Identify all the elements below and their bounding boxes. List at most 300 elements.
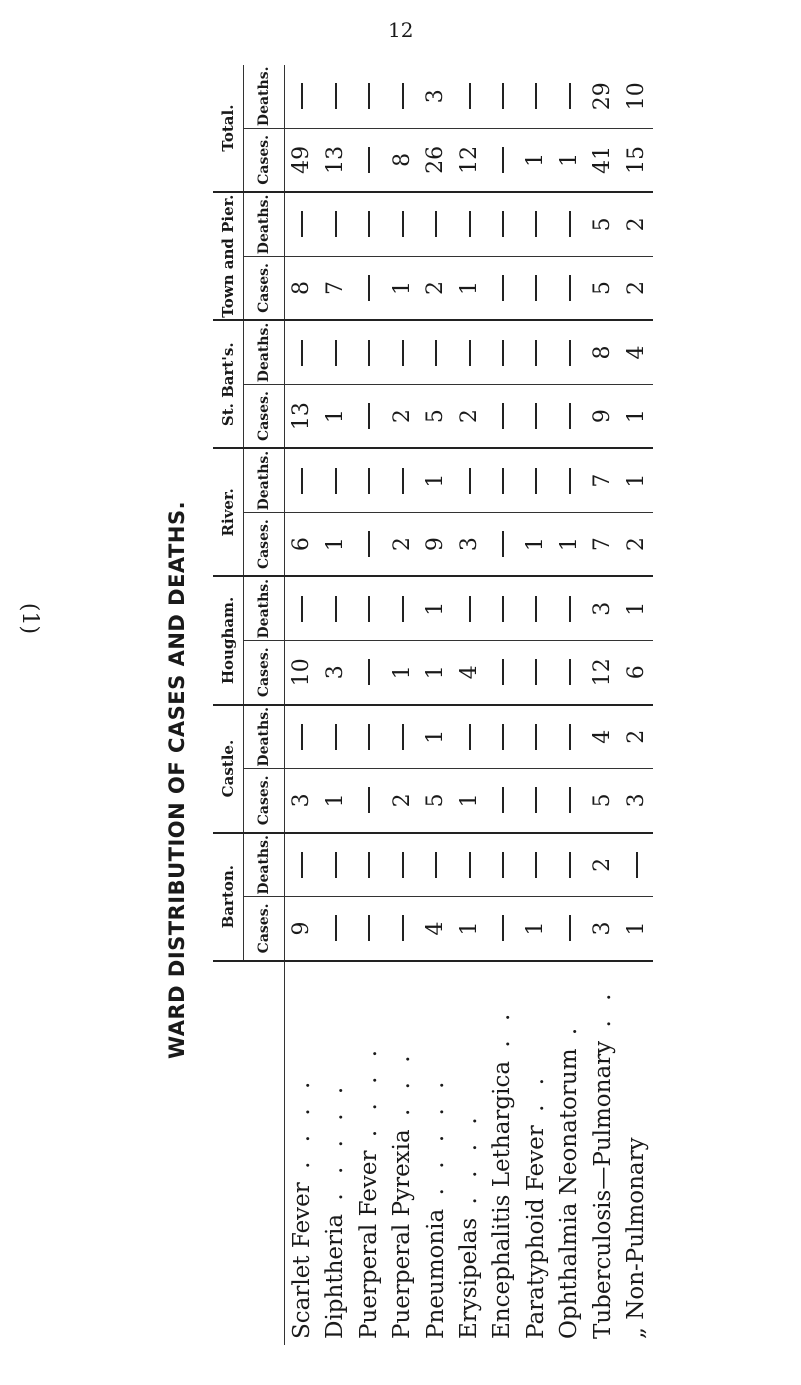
table-row xyxy=(486,65,519,1345)
ward-header: Castle. xyxy=(213,705,244,833)
leader-dots: . . . . xyxy=(288,1075,315,1183)
cases-value: 1 xyxy=(452,897,485,961)
ward-header: Barton. xyxy=(213,833,244,961)
empty-dash-cell xyxy=(352,576,385,640)
table-row xyxy=(419,65,452,1345)
cases-column-header: Cases. xyxy=(244,769,285,833)
empty-dash-cell xyxy=(519,576,552,640)
cases-value: 9 xyxy=(419,512,452,576)
deaths-value: 8 xyxy=(586,320,619,384)
empty-dash-cell xyxy=(553,65,586,128)
dash-mark xyxy=(368,147,370,173)
empty-dash-cell xyxy=(319,897,352,961)
dash-mark xyxy=(535,852,537,878)
empty-dash-cell xyxy=(319,833,352,897)
cases-value: 1 xyxy=(385,640,418,704)
dash-mark xyxy=(502,211,504,237)
empty-dash-cell xyxy=(419,192,452,256)
table-row xyxy=(519,65,552,1345)
empty-dash-cell xyxy=(352,448,385,512)
cases-value: 1 xyxy=(519,512,552,576)
dash-mark xyxy=(301,83,303,109)
dash-mark xyxy=(335,724,337,750)
dash-mark xyxy=(636,852,638,878)
dash-mark xyxy=(368,659,370,685)
empty-dash-cell xyxy=(352,384,385,448)
dash-mark xyxy=(535,83,537,109)
disease-label xyxy=(385,961,418,1345)
empty-dash-cell xyxy=(519,833,552,897)
cases-value: 49 xyxy=(285,128,319,192)
cases-value: 1 xyxy=(553,128,586,192)
empty-dash-cell xyxy=(385,576,418,640)
dash-mark xyxy=(301,340,303,366)
dash-mark xyxy=(335,915,337,941)
ward-header-row xyxy=(213,65,244,1345)
ward-header: Town and Pier. xyxy=(213,192,244,320)
deaths-value: 1 xyxy=(620,448,653,512)
cases-value: 5 xyxy=(419,769,452,833)
dash-mark xyxy=(569,468,571,494)
dash-mark xyxy=(301,468,303,494)
dash-mark xyxy=(435,211,437,237)
dash-mark xyxy=(368,275,370,301)
disease-label xyxy=(352,961,385,1345)
disease-label xyxy=(419,961,452,1345)
deaths-value: 5 xyxy=(586,192,619,256)
empty-dash-cell xyxy=(352,65,385,128)
dash-mark xyxy=(535,340,537,366)
dash-mark xyxy=(402,83,404,109)
deaths-column-header: Deaths. xyxy=(244,576,285,640)
cases-value: 6 xyxy=(285,512,319,576)
dash-mark xyxy=(435,852,437,878)
table-row xyxy=(620,65,653,1345)
dash-mark xyxy=(335,468,337,494)
dash-mark xyxy=(469,468,471,494)
deaths-value: 4 xyxy=(586,705,619,769)
dash-mark xyxy=(502,659,504,685)
dash-mark xyxy=(301,724,303,750)
dash-mark xyxy=(368,83,370,109)
empty-dash-cell xyxy=(352,705,385,769)
empty-dash-cell xyxy=(385,705,418,769)
empty-dash-cell xyxy=(553,705,586,769)
dash-mark xyxy=(402,211,404,237)
cases-value: 2 xyxy=(385,512,418,576)
dash-mark xyxy=(402,468,404,494)
disease-label xyxy=(620,961,653,1345)
cases-value: 3 xyxy=(586,897,619,961)
cases-value: 1 xyxy=(319,384,352,448)
leader-dots: . . . . . xyxy=(322,1080,349,1214)
empty-dash-cell xyxy=(352,128,385,192)
dash-mark xyxy=(535,787,537,813)
cases-value: 7 xyxy=(586,512,619,576)
empty-dash-cell xyxy=(486,65,519,128)
cases-value: 5 xyxy=(586,256,619,320)
disease-name: Diphtheria xyxy=(322,1213,349,1339)
empty-dash-cell xyxy=(519,640,552,704)
leader-dots: . xyxy=(556,1021,583,1049)
empty-dash-cell xyxy=(352,192,385,256)
cases-value: 9 xyxy=(586,384,619,448)
cases-value: 2 xyxy=(419,256,452,320)
dash-mark xyxy=(368,531,370,557)
empty-dash-cell xyxy=(352,833,385,897)
deaths-value: 1 xyxy=(419,576,452,640)
corner-cell xyxy=(213,961,244,1345)
table-row xyxy=(452,65,485,1345)
empty-dash-cell xyxy=(486,256,519,320)
cases-value: 2 xyxy=(385,769,418,833)
empty-dash-cell xyxy=(486,897,519,961)
table-row xyxy=(586,65,619,1345)
leader-dots: . . . xyxy=(389,1049,416,1130)
empty-dash-cell xyxy=(553,320,586,384)
dash-mark xyxy=(469,211,471,237)
dash-mark xyxy=(502,275,504,301)
ward-header: St. Bart's. xyxy=(213,320,244,448)
empty-dash-cell xyxy=(486,384,519,448)
empty-dash-cell xyxy=(385,897,418,961)
cases-value: 2 xyxy=(620,512,653,576)
disease-label xyxy=(586,961,619,1345)
dash-mark xyxy=(569,340,571,366)
dash-mark xyxy=(368,724,370,750)
cases-value: 12 xyxy=(586,640,619,704)
empty-dash-cell xyxy=(486,833,519,897)
empty-dash-cell xyxy=(352,769,385,833)
cases-value: 4 xyxy=(419,897,452,961)
empty-dash-cell xyxy=(486,640,519,704)
disease-label xyxy=(553,961,586,1345)
deaths-column-header: Deaths. xyxy=(244,833,285,897)
dash-mark xyxy=(368,468,370,494)
empty-dash-cell xyxy=(285,448,319,512)
cases-value: 1 xyxy=(620,897,653,961)
corner-sub-cell xyxy=(244,961,285,1345)
empty-dash-cell xyxy=(519,769,552,833)
empty-dash-cell xyxy=(285,576,319,640)
dash-mark xyxy=(535,468,537,494)
dash-mark xyxy=(402,852,404,878)
margin-marker: (1) xyxy=(17,602,43,635)
empty-dash-cell xyxy=(285,320,319,384)
table-row xyxy=(553,65,586,1345)
disease-label xyxy=(285,961,319,1345)
empty-dash-cell xyxy=(319,320,352,384)
cases-value: 13 xyxy=(319,128,352,192)
deaths-value: 10 xyxy=(620,65,653,128)
leader-dots: . . . . xyxy=(355,1043,382,1151)
ward-header: Total. xyxy=(213,65,244,192)
dash-mark xyxy=(502,403,504,429)
dash-mark xyxy=(335,852,337,878)
empty-dash-cell xyxy=(285,705,319,769)
deaths-value: 29 xyxy=(586,65,619,128)
empty-dash-cell xyxy=(352,897,385,961)
cases-value: 5 xyxy=(419,384,452,448)
dash-mark xyxy=(502,468,504,494)
empty-dash-cell xyxy=(486,448,519,512)
cases-column-header: Cases. xyxy=(244,128,285,192)
empty-dash-cell xyxy=(620,833,653,897)
empty-dash-cell xyxy=(553,576,586,640)
cases-value: 3 xyxy=(285,769,319,833)
cases-value: 3 xyxy=(620,769,653,833)
dash-mark xyxy=(368,403,370,429)
empty-dash-cell xyxy=(452,833,485,897)
dash-mark xyxy=(402,596,404,622)
table-row xyxy=(319,65,352,1345)
cases-column-header: Cases. xyxy=(244,384,285,448)
dash-mark xyxy=(535,659,537,685)
dash-mark xyxy=(502,531,504,557)
disease-label xyxy=(486,961,519,1345)
cases-value: 1 xyxy=(419,640,452,704)
dash-mark xyxy=(535,211,537,237)
disease-name: Pneumonia xyxy=(422,1208,449,1339)
empty-dash-cell xyxy=(385,448,418,512)
empty-dash-cell xyxy=(519,320,552,384)
cases-value: 13 xyxy=(285,384,319,448)
table-row xyxy=(385,65,418,1345)
empty-dash-cell xyxy=(486,512,519,576)
dash-mark xyxy=(502,83,504,109)
dash-mark xyxy=(535,275,537,301)
deaths-column-header: Deaths. xyxy=(244,192,285,256)
empty-dash-cell xyxy=(553,833,586,897)
empty-dash-cell xyxy=(452,705,485,769)
deaths-column-header: Deaths. xyxy=(244,448,285,512)
cases-value: 2 xyxy=(385,384,418,448)
empty-dash-cell xyxy=(553,192,586,256)
cases-value: 1 xyxy=(452,256,485,320)
dash-mark xyxy=(502,340,504,366)
dash-mark xyxy=(402,340,404,366)
cases-value: 2 xyxy=(452,384,485,448)
cases-column-header: Cases. xyxy=(244,640,285,704)
deaths-column-header: Deaths. xyxy=(244,65,285,128)
deaths-value: 2 xyxy=(620,192,653,256)
empty-dash-cell xyxy=(352,320,385,384)
empty-dash-cell xyxy=(385,192,418,256)
empty-dash-cell xyxy=(352,512,385,576)
dash-mark xyxy=(502,596,504,622)
dash-mark xyxy=(535,596,537,622)
disease-name: Ophthalmia Neonatorum xyxy=(556,1048,583,1339)
empty-dash-cell xyxy=(519,192,552,256)
cases-value: 1 xyxy=(519,897,552,961)
dash-mark xyxy=(569,659,571,685)
empty-dash-cell xyxy=(385,320,418,384)
ward-header: Hougham. xyxy=(213,576,244,704)
dash-mark xyxy=(335,211,337,237)
cases-value: 5 xyxy=(586,769,619,833)
empty-dash-cell xyxy=(452,448,485,512)
cases-value: 3 xyxy=(452,512,485,576)
cases-value: 1 xyxy=(452,769,485,833)
disease-name: Tuberculosis—Pulmonary xyxy=(589,1040,616,1339)
empty-dash-cell xyxy=(486,769,519,833)
dash-mark xyxy=(569,403,571,429)
empty-dash-cell xyxy=(486,192,519,256)
dash-mark xyxy=(535,724,537,750)
empty-dash-cell xyxy=(419,320,452,384)
deaths-value: 1 xyxy=(620,576,653,640)
dash-mark xyxy=(335,340,337,366)
cases-value: 9 xyxy=(285,897,319,961)
empty-dash-cell xyxy=(319,576,352,640)
empty-dash-cell xyxy=(519,256,552,320)
empty-dash-cell xyxy=(486,128,519,192)
cases-column-header: Cases. xyxy=(244,256,285,320)
empty-dash-cell xyxy=(319,65,352,128)
disease-name: „ Non-Pulmonary xyxy=(623,1137,650,1339)
cases-value: 1 xyxy=(319,769,352,833)
dash-mark xyxy=(569,275,571,301)
table-body xyxy=(285,65,654,1345)
dash-mark xyxy=(301,596,303,622)
empty-dash-cell xyxy=(319,448,352,512)
dash-mark xyxy=(569,211,571,237)
cases-value: 10 xyxy=(285,640,319,704)
table-row xyxy=(352,65,385,1345)
empty-dash-cell xyxy=(385,65,418,128)
empty-dash-cell xyxy=(352,256,385,320)
subheader-row xyxy=(244,65,285,1345)
empty-dash-cell xyxy=(486,320,519,384)
empty-dash-cell xyxy=(352,640,385,704)
deaths-column-header: Deaths. xyxy=(244,320,285,384)
dash-mark xyxy=(301,852,303,878)
disease-name: Paratyphoid Fever xyxy=(522,1125,549,1339)
disease-label xyxy=(452,961,485,1345)
page-number: 12 xyxy=(388,18,414,42)
dash-mark xyxy=(435,340,437,366)
dash-mark xyxy=(368,340,370,366)
dash-mark xyxy=(535,403,537,429)
cases-column-header: Cases. xyxy=(244,897,285,961)
empty-dash-cell xyxy=(285,833,319,897)
leader-dots: . . . . . xyxy=(422,1075,449,1209)
dash-mark xyxy=(469,852,471,878)
disease-name: Encephalitis Lethargica xyxy=(489,1060,516,1339)
deaths-column-header: Deaths. xyxy=(244,705,285,769)
deaths-value: 2 xyxy=(620,705,653,769)
ward-distribution-table xyxy=(213,65,653,1345)
deaths-value: 3 xyxy=(419,65,452,128)
disease-name: Puerperal Pyrexia xyxy=(389,1129,416,1339)
deaths-value: 1 xyxy=(419,448,452,512)
dash-mark xyxy=(368,211,370,237)
cases-value: 8 xyxy=(285,256,319,320)
cases-value: 2 xyxy=(620,256,653,320)
empty-dash-cell xyxy=(553,897,586,961)
empty-dash-cell xyxy=(452,576,485,640)
empty-dash-cell xyxy=(385,833,418,897)
cases-value: 1 xyxy=(553,512,586,576)
dash-mark xyxy=(335,83,337,109)
cases-value: 12 xyxy=(452,128,485,192)
disease-label xyxy=(519,961,552,1345)
dash-mark xyxy=(502,852,504,878)
dash-mark xyxy=(402,724,404,750)
empty-dash-cell xyxy=(419,833,452,897)
empty-dash-cell xyxy=(319,705,352,769)
cases-value: 4 xyxy=(452,640,485,704)
dash-mark xyxy=(368,915,370,941)
empty-dash-cell xyxy=(519,65,552,128)
ward-header: River. xyxy=(213,448,244,576)
dash-mark xyxy=(469,340,471,366)
dash-mark xyxy=(569,787,571,813)
cases-value: 7 xyxy=(319,256,352,320)
deaths-value: 3 xyxy=(586,576,619,640)
empty-dash-cell xyxy=(553,256,586,320)
dash-mark xyxy=(502,147,504,173)
empty-dash-cell xyxy=(519,448,552,512)
table-row xyxy=(285,65,319,1345)
disease-name: Scarlet Fever xyxy=(288,1182,315,1339)
dash-mark xyxy=(502,724,504,750)
empty-dash-cell xyxy=(452,192,485,256)
empty-dash-cell xyxy=(553,640,586,704)
leader-dots: . . xyxy=(589,987,616,1041)
dash-mark xyxy=(502,915,504,941)
cases-value: 1 xyxy=(319,512,352,576)
deaths-value: 2 xyxy=(586,833,619,897)
empty-dash-cell xyxy=(285,65,319,128)
table-title: WARD DISTRIBUTION OF CASES AND DEATHS. xyxy=(165,500,189,1059)
empty-dash-cell xyxy=(319,192,352,256)
dash-mark xyxy=(569,915,571,941)
cases-value: 3 xyxy=(319,640,352,704)
empty-dash-cell xyxy=(553,448,586,512)
dash-mark xyxy=(569,596,571,622)
disease-name: Erysipelas xyxy=(456,1217,483,1339)
empty-dash-cell xyxy=(452,65,485,128)
empty-dash-cell xyxy=(452,320,485,384)
dash-mark xyxy=(368,596,370,622)
leader-dots: . . . . xyxy=(456,1111,483,1218)
dash-mark xyxy=(469,724,471,750)
dash-mark xyxy=(301,211,303,237)
empty-dash-cell xyxy=(519,384,552,448)
cases-column-header: Cases. xyxy=(244,512,285,576)
dash-mark xyxy=(469,596,471,622)
empty-dash-cell xyxy=(519,705,552,769)
dash-mark xyxy=(469,83,471,109)
deaths-value: 4 xyxy=(620,320,653,384)
empty-dash-cell xyxy=(285,192,319,256)
cases-value: 15 xyxy=(620,128,653,192)
cases-value: 1 xyxy=(519,128,552,192)
deaths-value: 7 xyxy=(586,448,619,512)
leader-dots: . . xyxy=(489,1007,516,1061)
rotated-table-region xyxy=(165,65,653,1345)
leader-dots: . . xyxy=(522,1071,549,1126)
empty-dash-cell xyxy=(553,384,586,448)
dash-mark xyxy=(368,852,370,878)
dash-mark xyxy=(335,596,337,622)
dash-mark xyxy=(502,787,504,813)
cases-value: 1 xyxy=(620,384,653,448)
dash-mark xyxy=(569,83,571,109)
cases-value: 41 xyxy=(586,128,619,192)
cases-value: 6 xyxy=(620,640,653,704)
